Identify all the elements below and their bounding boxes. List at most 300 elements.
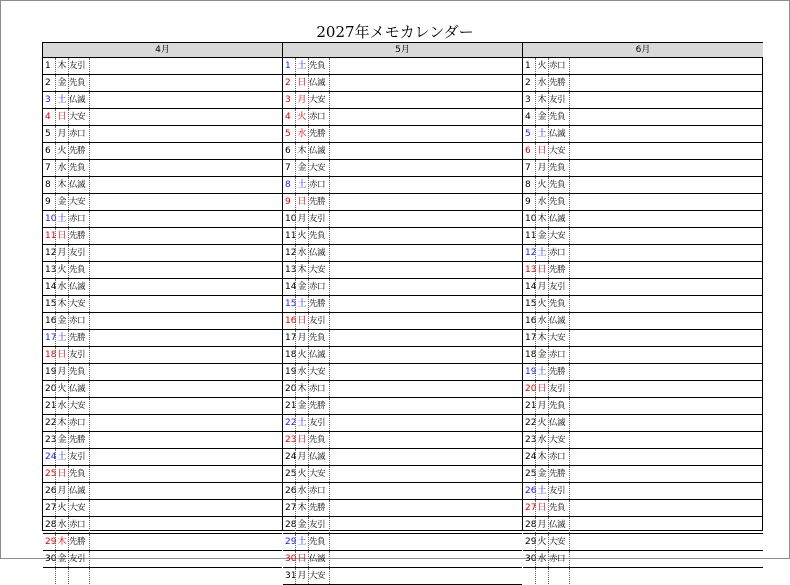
weekday: 水 [535, 551, 548, 567]
memo-cell[interactable] [329, 75, 522, 91]
day-number: 7 [525, 163, 531, 173]
weekday: 木 [55, 58, 68, 74]
rokuyo: 仏滅 [68, 279, 89, 295]
memo-cell[interactable] [89, 194, 282, 210]
day-row [283, 109, 522, 126]
day-row [43, 449, 282, 466]
memo-cell[interactable] [569, 466, 763, 482]
day-row [43, 381, 282, 398]
day-number: 23 [285, 435, 297, 445]
memo-cell[interactable] [329, 364, 522, 380]
day-row [283, 126, 522, 143]
rokuyo: 先負 [68, 160, 89, 176]
day-row [43, 160, 282, 177]
rokuyo: 先負 [308, 534, 329, 550]
day-number: 2 [45, 78, 51, 88]
rokuyo: 先負 [548, 296, 569, 312]
weekday: 日 [535, 262, 548, 278]
day-number: 8 [45, 180, 51, 190]
day-number: 30 [45, 554, 57, 564]
day-row [523, 415, 763, 432]
memo-cell[interactable] [89, 330, 282, 346]
day-row [283, 534, 522, 551]
rokuyo: 友引 [68, 449, 89, 465]
memo-cell[interactable] [569, 279, 763, 295]
memo-cell[interactable] [569, 143, 763, 159]
memo-cell[interactable] [329, 228, 522, 244]
memo-cell[interactable] [329, 398, 522, 414]
weekday: 日 [295, 75, 308, 91]
day-number: 18 [45, 350, 57, 360]
day-row [523, 228, 763, 245]
rokuyo: 仏滅 [308, 449, 329, 465]
day-number: 3 [285, 95, 291, 105]
day-number: 29 [525, 537, 537, 547]
weekday [55, 568, 68, 584]
rokuyo: 先勝 [68, 228, 89, 244]
day-number: 4 [45, 112, 51, 122]
day-row [283, 194, 522, 211]
day-number: 22 [525, 418, 537, 428]
rokuyo: 先負 [548, 160, 569, 176]
day-row [43, 568, 282, 584]
weekday: 金 [295, 279, 308, 295]
day-row [43, 279, 282, 296]
day-row [43, 551, 282, 568]
rokuyo: 赤口 [548, 449, 569, 465]
rokuyo: 友引 [308, 211, 329, 227]
rokuyo: 仏滅 [308, 245, 329, 261]
memo-cell[interactable] [89, 313, 282, 329]
day-row [523, 449, 763, 466]
rokuyo: 友引 [548, 483, 569, 499]
memo-cell[interactable] [329, 245, 522, 261]
day-list [523, 58, 763, 584]
weekday: 水 [295, 483, 308, 499]
memo-cell[interactable] [89, 177, 282, 193]
weekday: 土 [535, 483, 548, 499]
memo-cell[interactable] [329, 194, 522, 210]
memo-cell[interactable] [329, 330, 522, 346]
rokuyo [548, 568, 569, 584]
day-row [283, 551, 522, 568]
memo-cell[interactable] [329, 449, 522, 465]
memo-cell[interactable] [329, 211, 522, 227]
rokuyo: 大安 [548, 432, 569, 448]
memo-cell[interactable] [329, 262, 522, 278]
day-row [523, 245, 763, 262]
day-number: 11 [525, 231, 537, 241]
day-row [283, 92, 522, 109]
day-row [43, 75, 282, 92]
memo-cell[interactable] [89, 534, 282, 550]
rokuyo: 赤口 [548, 245, 569, 261]
memo-cell[interactable] [329, 517, 522, 533]
day-number: 27 [525, 503, 537, 513]
day-row [523, 568, 763, 584]
day-number: 19 [45, 367, 57, 377]
day-row [523, 500, 763, 517]
memo-cell[interactable] [569, 432, 763, 448]
memo-cell[interactable] [89, 245, 282, 261]
memo-cell[interactable] [569, 551, 763, 567]
memo-cell[interactable] [569, 483, 763, 499]
rokuyo: 赤口 [68, 126, 89, 142]
month-header: 4月 [43, 43, 282, 58]
day-row [283, 160, 522, 177]
memo-cell[interactable] [569, 160, 763, 176]
day-row [283, 228, 522, 245]
weekday: 木 [535, 449, 548, 465]
weekday: 土 [295, 177, 308, 193]
weekday: 金 [535, 347, 548, 363]
day-row [283, 432, 522, 449]
weekday: 木 [55, 296, 68, 312]
memo-cell[interactable] [569, 534, 763, 550]
memo-cell[interactable] [89, 126, 282, 142]
day-number: 14 [285, 282, 297, 292]
memo-cell[interactable] [329, 109, 522, 125]
weekday: 金 [295, 160, 308, 176]
weekday: 金 [55, 75, 68, 91]
weekday: 火 [295, 228, 308, 244]
memo-cell[interactable] [569, 517, 763, 533]
weekday: 水 [55, 279, 68, 295]
rokuyo: 先勝 [308, 194, 329, 210]
memo-cell[interactable] [89, 75, 282, 91]
day-number: 20 [525, 384, 537, 394]
weekday: 火 [535, 534, 548, 550]
memo-cell[interactable] [569, 568, 763, 584]
rokuyo: 友引 [308, 313, 329, 329]
rokuyo: 友引 [308, 415, 329, 431]
day-row [283, 381, 522, 398]
weekday: 日 [55, 228, 68, 244]
rokuyo: 大安 [308, 364, 329, 380]
memo-cell[interactable] [89, 143, 282, 159]
memo-cell[interactable] [89, 364, 282, 380]
weekday: 日 [55, 109, 68, 125]
weekday: 木 [55, 177, 68, 193]
memo-cell[interactable] [89, 58, 282, 74]
rokuyo: 大安 [68, 398, 89, 414]
weekday: 木 [295, 500, 308, 516]
day-row [283, 279, 522, 296]
weekday: 木 [295, 262, 308, 278]
memo-cell[interactable] [569, 109, 763, 125]
day-number: 17 [45, 333, 57, 343]
day-number: 12 [45, 248, 57, 258]
weekday: 木 [55, 415, 68, 431]
day-number: 20 [285, 384, 297, 394]
memo-cell[interactable] [329, 347, 522, 363]
memo-cell[interactable] [569, 245, 763, 261]
day-number: 9 [525, 197, 531, 207]
rokuyo: 大安 [308, 466, 329, 482]
weekday: 日 [535, 500, 548, 516]
weekday: 日 [55, 347, 68, 363]
memo-cell[interactable] [569, 330, 763, 346]
memo-cell[interactable] [89, 381, 282, 397]
day-number: 16 [525, 316, 537, 326]
rokuyo [68, 568, 89, 584]
rokuyo: 仏滅 [308, 347, 329, 363]
weekday: 土 [55, 330, 68, 346]
day-row [523, 177, 763, 194]
day-number: 1 [525, 61, 531, 71]
rokuyo: 大安 [548, 228, 569, 244]
day-row [523, 58, 763, 75]
weekday: 月 [535, 160, 548, 176]
day-row [43, 432, 282, 449]
day-row [43, 466, 282, 483]
weekday: 土 [295, 58, 308, 74]
memo-cell[interactable] [569, 381, 763, 397]
day-row [43, 58, 282, 75]
memo-cell[interactable] [329, 313, 522, 329]
day-row [523, 398, 763, 415]
memo-cell[interactable] [89, 500, 282, 516]
memo-cell[interactable] [569, 415, 763, 431]
rokuyo: 赤口 [68, 517, 89, 533]
memo-cell[interactable] [89, 466, 282, 482]
day-number: 8 [285, 180, 291, 190]
day-number: 24 [525, 452, 537, 462]
memo-cell[interactable] [569, 398, 763, 414]
day-number: 19 [525, 367, 537, 377]
memo-cell[interactable] [569, 92, 763, 108]
memo-cell[interactable] [329, 551, 522, 567]
memo-cell[interactable] [89, 347, 282, 363]
day-row [43, 211, 282, 228]
weekday: 月 [295, 330, 308, 346]
day-number: 28 [285, 520, 297, 530]
rokuyo: 先負 [68, 262, 89, 278]
memo-cell[interactable] [329, 279, 522, 295]
rokuyo: 友引 [548, 279, 569, 295]
day-row [283, 177, 522, 194]
weekday: 土 [535, 245, 548, 261]
month-column [522, 43, 763, 564]
memo-cell[interactable] [89, 228, 282, 244]
day-row [43, 296, 282, 313]
day-row [283, 415, 522, 432]
day-number: 9 [45, 197, 51, 207]
memo-cell[interactable] [329, 296, 522, 312]
memo-cell[interactable] [569, 194, 763, 210]
memo-cell[interactable] [329, 432, 522, 448]
memo-cell[interactable] [569, 449, 763, 465]
rokuyo: 大安 [548, 330, 569, 346]
rokuyo: 仏滅 [68, 381, 89, 397]
day-number: 12 [525, 248, 537, 258]
rokuyo: 先勝 [68, 432, 89, 448]
day-number: 21 [45, 401, 57, 411]
rokuyo: 友引 [68, 58, 89, 74]
day-number: 12 [285, 248, 297, 258]
rokuyo: 先負 [308, 228, 329, 244]
memo-cell[interactable] [89, 398, 282, 414]
memo-cell[interactable] [569, 313, 763, 329]
rokuyo: 大安 [68, 194, 89, 210]
rokuyo: 赤口 [308, 483, 329, 499]
memo-cell[interactable] [89, 551, 282, 567]
day-number: 9 [285, 197, 291, 207]
memo-cell[interactable] [569, 262, 763, 278]
day-row [523, 347, 763, 364]
rokuyo: 赤口 [308, 109, 329, 125]
weekday: 土 [535, 364, 548, 380]
memo-cell[interactable] [89, 211, 282, 227]
rokuyo: 友引 [68, 347, 89, 363]
weekday: 水 [55, 398, 68, 414]
weekday: 金 [55, 313, 68, 329]
day-number: 6 [45, 146, 51, 156]
day-number: 13 [525, 265, 537, 275]
day-number: 18 [525, 350, 537, 360]
day-number: 8 [525, 180, 531, 190]
rokuyo: 仏滅 [548, 313, 569, 329]
weekday: 火 [535, 177, 548, 193]
weekday: 金 [535, 228, 548, 244]
rokuyo: 先勝 [548, 466, 569, 482]
weekday: 月 [295, 568, 308, 584]
rokuyo: 先負 [548, 398, 569, 414]
memo-cell[interactable] [89, 92, 282, 108]
day-number: 28 [45, 520, 57, 530]
memo-cell[interactable] [329, 143, 522, 159]
memo-cell[interactable] [329, 466, 522, 482]
memo-cell[interactable] [569, 347, 763, 363]
day-number: 5 [285, 129, 291, 139]
rokuyo: 赤口 [308, 177, 329, 193]
rokuyo: 大安 [308, 92, 329, 108]
memo-cell[interactable] [329, 126, 522, 142]
rokuyo: 友引 [548, 92, 569, 108]
memo-cell[interactable] [569, 228, 763, 244]
memo-cell[interactable] [329, 381, 522, 397]
weekday: 月 [535, 398, 548, 414]
rokuyo: 仏滅 [308, 143, 329, 159]
rokuyo: 仏滅 [68, 483, 89, 499]
rokuyo: 先負 [548, 500, 569, 516]
day-row [283, 500, 522, 517]
weekday: 金 [295, 398, 308, 414]
day-row [523, 551, 763, 568]
day-number: 22 [285, 418, 297, 428]
day-row [523, 534, 763, 551]
weekday: 火 [295, 347, 308, 363]
rokuyo: 大安 [68, 296, 89, 312]
memo-cell[interactable] [569, 58, 763, 74]
rokuyo: 大安 [308, 160, 329, 176]
day-number: 25 [525, 469, 537, 479]
weekday: 木 [55, 534, 68, 550]
rokuyo: 仏滅 [308, 551, 329, 567]
weekday: 火 [55, 262, 68, 278]
rokuyo: 仏滅 [68, 92, 89, 108]
memo-cell[interactable] [329, 160, 522, 176]
calendar-grid [42, 42, 763, 581]
day-number: 11 [45, 231, 57, 241]
day-row [523, 330, 763, 347]
memo-cell[interactable] [569, 75, 763, 91]
day-row [523, 432, 763, 449]
memo-cell[interactable] [569, 211, 763, 227]
memo-cell[interactable] [329, 92, 522, 108]
weekday: 月 [55, 483, 68, 499]
memo-cell[interactable] [569, 364, 763, 380]
day-row [43, 483, 282, 500]
rokuyo: 仏滅 [548, 126, 569, 142]
day-row [43, 330, 282, 347]
memo-cell[interactable] [329, 415, 522, 431]
memo-cell[interactable] [569, 296, 763, 312]
day-number: 28 [525, 520, 537, 530]
memo-cell[interactable] [89, 517, 282, 533]
day-number: 24 [285, 452, 297, 462]
weekday: 水 [535, 313, 548, 329]
memo-cell[interactable] [329, 483, 522, 499]
memo-cell[interactable] [89, 160, 282, 176]
day-row [43, 262, 282, 279]
rokuyo: 仏滅 [68, 177, 89, 193]
memo-cell[interactable] [89, 415, 282, 431]
day-row [283, 330, 522, 347]
day-row [523, 279, 763, 296]
day-row [43, 517, 282, 534]
memo-cell[interactable] [569, 500, 763, 516]
memo-cell[interactable] [329, 58, 522, 74]
memo-cell[interactable] [89, 568, 282, 584]
memo-cell[interactable] [329, 500, 522, 516]
day-row [43, 398, 282, 415]
weekday: 水 [295, 245, 308, 261]
weekday: 日 [295, 551, 308, 567]
weekday: 金 [55, 551, 68, 567]
memo-cell[interactable] [569, 126, 763, 142]
memo-cell[interactable] [329, 177, 522, 193]
rokuyo: 先負 [548, 177, 569, 193]
day-number: 29 [285, 537, 297, 547]
day-number: 16 [285, 316, 297, 326]
memo-cell[interactable] [329, 534, 522, 550]
day-number: 2 [285, 78, 291, 88]
day-number: 10 [285, 214, 297, 224]
memo-cell[interactable] [89, 262, 282, 278]
day-number: 2 [525, 78, 531, 88]
memo-cell[interactable] [89, 449, 282, 465]
memo-cell[interactable] [89, 109, 282, 125]
weekday: 月 [55, 126, 68, 142]
memo-cell[interactable] [89, 432, 282, 448]
rokuyo: 大安 [548, 143, 569, 159]
day-row [523, 194, 763, 211]
memo-cell[interactable] [329, 568, 522, 584]
memo-cell[interactable] [89, 296, 282, 312]
memo-cell[interactable] [89, 483, 282, 499]
day-row [283, 262, 522, 279]
day-row [283, 347, 522, 364]
memo-cell[interactable] [89, 279, 282, 295]
memo-cell[interactable] [569, 177, 763, 193]
day-number: 6 [525, 146, 531, 156]
day-row [523, 466, 763, 483]
weekday: 月 [535, 279, 548, 295]
rokuyo: 友引 [68, 245, 89, 261]
day-number: 26 [525, 486, 537, 496]
day-number: 30 [285, 554, 297, 564]
